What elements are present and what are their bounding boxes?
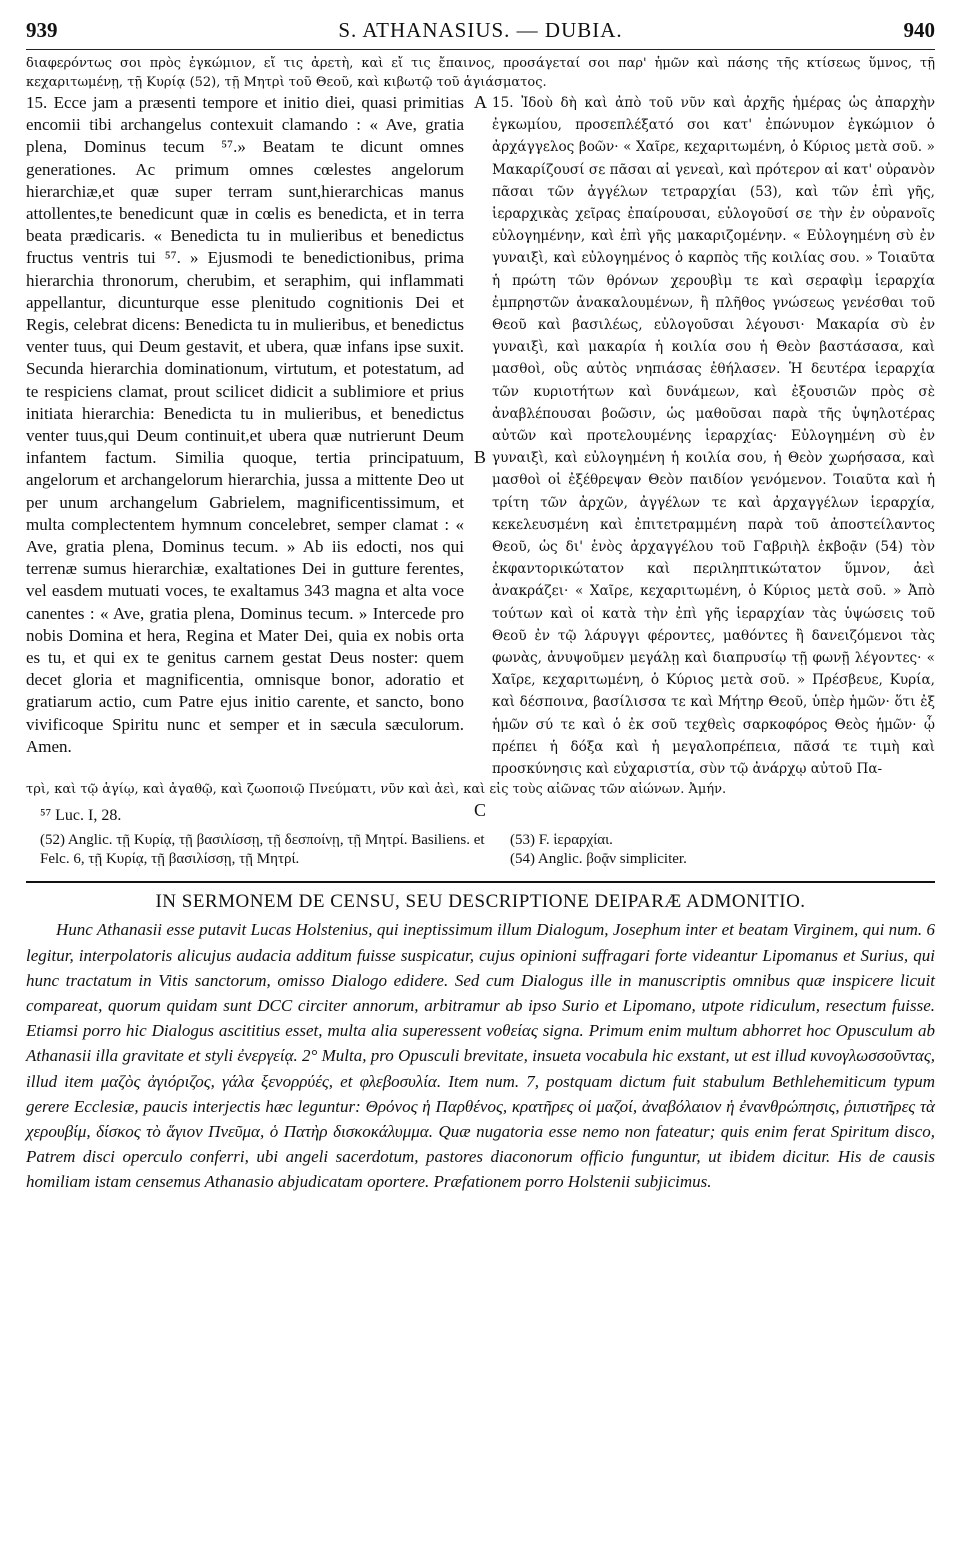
column-markers	[470, 92, 492, 820]
scripture-note: ⁵⁷ Luc. I, 28.	[40, 807, 122, 825]
greek-column: 15. Ἰδοὺ δὴ καὶ ἀπὸ τοῦ νῦν καὶ ἀρχῆς ἡμέρας ὡς ἀπαρχὴν ἐγκωμίου, προσεπλέξατό σοι κατ' ἐπώνυμον ἐγκώμιον ὁ ἀρχάγγελος βοῶν· « Χαῖρε, κεχαριτωμένη, ὁ Κύριος μετὰ σοῦ. » Μακαρίζουσί σε πᾶσαι αἱ γενεαὶ, καὶ πρότερον αἱ κατ' οὐρανὸν πᾶσαι τῶν ἀγγέλων τετραρχίαι (53), καὶ τῶν ἐπὶ γῆς, ἱεραρχικὰς χεῖρας ἐπαίρουσαι, εὐλογοῦσί σε τὴν ἐν οὐρανοῖς εὐλογημένην, καὶ ἐπὶ γῆς μακαριζομένην. « Εὐλογημένη σὺ ἐν γυναιξὶ, καὶ εὐλογημένος ὁ καρπὸς τῆς κοιλίας σου. » Τοιαῦτα ἡ πρώτη τῶν θρόνων χερουβὶμ τε καὶ σεραφὶμ ἱεραρχία ἐμπρηστῶν ἀνακαλουμένων, ἢ πλῆθος γνώσεως γενέσθαι τοῦ Θεοῦ καὶ βασιλέως, εὐλογοῦσαι λέγουσι· Μακαρία σὺ ἐν γυναιξὶ, καὶ μακαρία ἡ κοιλία σου ἡ Θεὸν βαστάσασα, καὶ μασθοὶ, οὓς αὐτὸς νηπιάσας ἐθήλασεν. Ἡ δευτέρα ἱεραρχία τῶν κυριοτήτων καὶ δυνάμεων, καὶ ἐξουσιῶν πρὸς σὲ ἀναβλέπουσαι βοῶσιν, ὡς μαθοῦσαι παρὰ τῆς ὑψηλοτέρας αὐτῶν καὶ προτελουμένης ἱεραρχίας· Εὐλογημένη σὺ ἐν γυναιξὶ, καὶ εὐλογημένη ἡ κοιλία σου, ἡ Θεὸν χωρήσασα, καὶ μασθοὶ οἱ ἐξέθρεψαν Θεὸν παιδίον γενόμενον. Τοιαῦτα καὶ ἡ τρίτη τῶν ἀρχῶν, ἀγγέλων τε καὶ ἀρχαγγέλων ἱεραρχία, κεκελευσμένη καὶ ἐπιτετραμμένη παρὰ τοῦ ἀποστείλαντος Θεοῦ, ὡς δι' ἑνὸς ἀρχαγγέλου τοῦ Γαβριὴλ ἐκβοᾷν (54) τὸν ἐκφαντορικώτατον καὶ περιληπτικώτατον ὕμνον, ἀεὶ ἀνακράζει· « Χαῖρε, κεχαριτωμένη, ὁ Κύριος μετὰ σοῦ. » Ἀπὸ τούτων καὶ οἱ κατὰ τὴν ἐπὶ γῆς ἱεραρχίαν τὰς ὑψώσεις τοῦ Θεοῦ ἐν τῷ λάρυγγι φέροντες, μαθόντες ἢ δανειζόμενοι τὰς φωνὰς, ἀνυψοῦμεν μεγάλῃ καὶ διαπρυσίῳ τῇ φωνῇ λέγοντες· « Χαῖρε, κεχαριτωμένη, ὁ Κύριος μετὰ σοῦ. » Πρέσβευε, Κυρία, καὶ δέσποινα, βασίλισσα τε καὶ Μήτηρ Θεοῦ, ὑπὲρ ἡμῶν· ὅτι ἐξ ἡμῶν σύ τε καὶ ὁ ἐκ σοῦ τεχθεὶς σαρκοφόρος Θεὸς ἡμῶν· ᾧ πρέπει ἡ δόξα καὶ ἡ μεγαλοπρέπεια, πᾶσά τε τιμὴ καὶ προσκύνησις καὶ εὐχαριστία, σὺν τῷ ἀνάρχῳ αὐτοῦ Πα-	[492, 95, 935, 778]
greek-continuation: διαφερόντως σοι πρὸς ἐγκώμιον, εἴ τις ἀρετὴ, καὶ εἴ τις ἔπαινος, προσάγεταί σοι παρ' ἡμῶν καὶ πάσης τῆς κτίσεως ὕμνος, τῇ κεχαριτωμένῃ, τῇ Κυρίᾳ (52), τῇ Μητρὶ τοῦ Θεοῦ, καὶ κιβωτῷ τοῦ ἁγιάσματος.	[26, 56, 935, 90]
greek-tail: τρὶ, καὶ τῷ ἁγίῳ, καὶ ἀγαθῷ, καὶ ζωοποιῷ Πνεύματι, νῦν καὶ ἀεὶ, καὶ εἰς τοὺς αἰῶνας τῶν αἰώνων. Ἀμήν.	[26, 782, 727, 798]
running-title: S. ATHANASIUS. — DUBIA.	[338, 18, 623, 42]
page-number-left: 939	[26, 18, 58, 42]
notes-53-54	[496, 831, 935, 869]
marker-c: C	[474, 800, 487, 820]
admonitio-text: Hunc Athanasii esse putavit Lucas Holstenius, qui ineptissimum illum Dialogum, Josephum inter et beatam Virginem, qui num. 6 legitur, interpolatoris alicujus audacia additum fuisse suspicatur, cujus opinioni suffragari forte videantur Lipomanus et Surius, qui hunc tractatum in Vitis sanctorum, omisso Dialogo edidere. Sed cum Dialogus ille in manuscriptis omnibus quæ inspicere licuit compareat, quorum quidam sunt DCC circiter annorum, arbitramur ab ipso Surio et Lipomano, utpote ridiculum, resectum fuisse. Etiamsi porro hic Dialogus ascititius esset, multa alia superessent νοθείας signa. Primum enim multum abhorret hoc Opusculum ab Athanasii illa gravitate et styli ἐνεργείᾳ. 2° Multa, pro Opusculi brevitate, insueta vocabula hic exstant, ut est illud κυνογλωσσοῦντας, illud item μαζὸς ἀγιόριζος, γάλα ξενορρύές, et φλεβοσυλία. Item num. 7, postquam dictum fuit stabulum Bethlehemiticum typum gerere Ecclesiæ, paucis interjectis hæc leguntur: Θρόνος ἡ Παρθένος, κρατῆρες οἱ μαζοί, ἀναβόλαιον ἡ ἐνανθρώπησις, ῥιπιστῆρες τὰ χερουβίμ, δίσκος τὸ ἅγιον Πνεῦμα, ὁ Πατὴρ δισκοκάλυμμα. Quæ nugatoria esse nemo non fateatur; quis enim ferat Spiritum disco, Patrem disci operculo conferri, ubi angeli sacerdotum, pastores diaconorum officio funguntur, ut ibidem dicitur. His de causis homiliam istam censemus Athanasio abjudicatam oportere. Præfationem porro Holstenii subjicimus.	[26, 920, 935, 1192]
header-rule	[26, 49, 935, 50]
critical-notes	[26, 831, 935, 869]
page-number-right: 940	[903, 18, 935, 42]
note-53: (53) F. ἱεραρχίαι.	[510, 832, 613, 849]
latin-column: 15. Ecce jam a præsenti tempore et initio diei, quasi primitias encomii tibi archangelus contexuit clamando : « Ave, gratia plena, Dominus tecum ⁵⁷.» Beatam te dicunt omnes generationes. Ac primum omnes cœlestes angelorum hierarchiæ,et quæ super terram sunt,hierarchicas manus attollentes,te benedicunt quæ in cœlis es benedicta, et in terra beata prædicaris. « Benedicta tu in mulieribus et benedictus fructus ventris tui ⁵⁷. » Ejusmodi te benedictionibus, prima hierarchia thronorum, cherubim, et seraphim, qui inflammati appellantur, dicunturque esse plenitudo cognitionis Dei et Regis, celebrat dicens: Benedicta tu in mulieribus, et benedictus venter tuus, qui Deum gestavit, et ubera, quæ infans ipse suxit. Secunda hierarchia dominationum, virtutum, et potestatum, ad te respiciens clamat, prout scilicet didicit a sublimiore et prius initiata hierarchia: Benedicta tu in mulieribus, et benedictus venter tuus,qui Deum continuit,et ubera quæ nutrierunt Deum infantem factum. Similia quoque, tertia principatuum, angelorum et archangelorum hierarchia, jussa a mittente Deo ut per unum archangelum Gabrielem, magnificentissimum, et multa complectentem hymnum concelebret, semper clamat : « Ave, gratia plena, Dominus tecum. » Ab iis edocti, nos qui terrenæ sumus hierarchiæ, exaltationes Dei in gutture ferentes, vel easdem mutuati voces, te exaltamus 343 magna et alta voce canentes : « Ave, gratia plena, Dominus tecum. » Intercede pro nobis Domina et hera, Regina et Mater Dei, quia ex nobis orta es tu, et qui ex te genitus carnem gestat Deus noster: quem decet gloria et magnificentia, omnisque bonor, adoratio et gratiarum actio, cum Patre ejus initio carente, et sancto, bono vivificoque Spiritu nunc et semper et in sæcula sæculorum. Amen.	[26, 93, 464, 756]
marker-a: A	[474, 92, 487, 112]
marker-b: B	[474, 447, 487, 467]
section-rule	[26, 881, 935, 883]
note-52: (52) Anglic. τῇ Κυρίᾳ, τῇ βασιλίσσῃ, τῇ δεσποίνῃ, τῇ Μητρί. Basiliens. et Felc. 6, τῇ Κυρίᾳ, τῇ βασιλίσσῃ, τῇ Μητρί.	[40, 832, 485, 868]
note-54: (54) Anglic. βοᾷν simpliciter.	[510, 851, 687, 868]
page-header	[26, 18, 935, 43]
section-title: IN SERMONEM DE CENSU, SEU DESCRIPTIONE DEIPARÆ ADMONITIO.	[155, 891, 806, 913]
